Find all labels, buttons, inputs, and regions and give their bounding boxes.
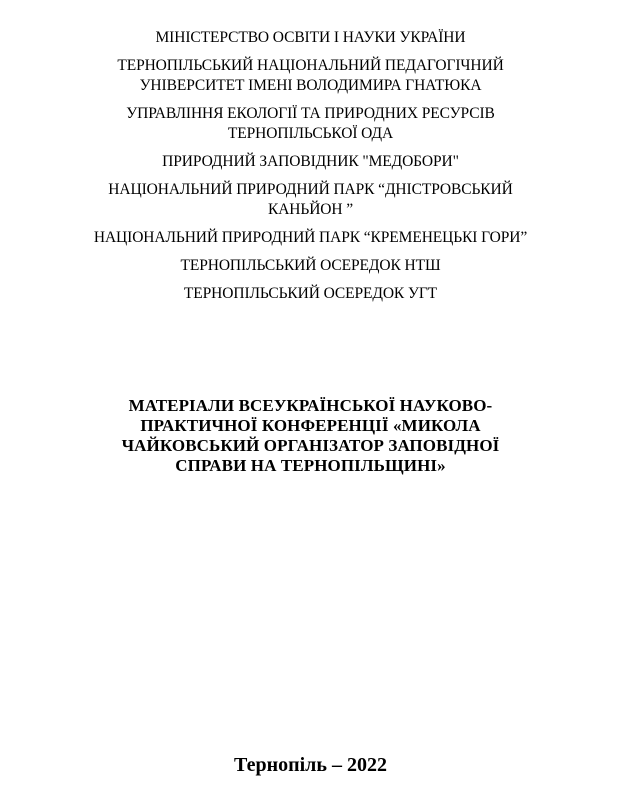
place-and-year: Тернопіль – 2022 <box>234 754 387 776</box>
document-title <box>60 396 561 476</box>
organizations-list <box>30 28 591 312</box>
organization-line: ТЕРНОПІЛЬСЬКИЙ ОСЕРЕДОК НТШ <box>180 257 441 274</box>
organization-ugt-branch <box>30 284 591 304</box>
organization-line: ТЕРНОПІЛЬСЬКИЙ НАЦІОНАЛЬНИЙ ПЕДАГОГІЧНИЙ <box>117 57 504 74</box>
organization-university <box>30 56 591 96</box>
organization-line: ПРИРОДНИЙ ЗАПОВІДНИК "МЕДОБОРИ" <box>162 153 459 170</box>
organization-dniester-canyon-park <box>30 180 591 220</box>
organization-ministry <box>30 28 591 48</box>
organization-ecology-department <box>30 104 591 144</box>
organization-line: ТЕРНОПІЛЬСЬКОЇ ОДА <box>227 125 394 142</box>
title-line: ПРАКТИЧНОЇ КОНФЕРЕНЦІЇ «МИКОЛА <box>140 416 481 435</box>
organization-medobory-reserve <box>30 152 591 172</box>
organization-line: УПРАВЛІННЯ ЕКОЛОГІЇ ТА ПРИРОДНИХ РЕСУРСІВ <box>126 105 495 122</box>
organization-nts-branch <box>30 256 591 276</box>
organization-kremenets-mountains-park <box>30 228 591 248</box>
title-line: ЧАЙКОВСЬКИЙ ОРГАНІЗАТОР ЗАПОВІДНОЇ <box>121 436 500 455</box>
title-line: МАТЕРІАЛИ ВСЕУКРАЇНСЬКОЇ НАУКОВО- <box>128 396 493 415</box>
title-line: СПРАВИ НА ТЕРНОПІЛЬЩИНІ» <box>175 456 446 475</box>
organization-line: НАЦІОНАЛЬНИЙ ПРИРОДНИЙ ПАРК “КРЕМЕНЕЦЬКІ ГОРИ” <box>93 229 528 246</box>
organization-line: КАНЬЙОН ” <box>267 201 354 218</box>
organization-line: НАЦІОНАЛЬНИЙ ПРИРОДНИЙ ПАРК “ДНІСТРОВСЬКИЙ <box>108 181 513 198</box>
organization-line: ТЕРНОПІЛЬСЬКИЙ ОСЕРЕДОК УГТ <box>183 285 438 302</box>
organization-line: УНІВЕРСИТЕТ ІМЕНІ ВОЛОДИМИРА ГНАТЮКА <box>139 77 482 94</box>
organization-line: МІНІСТЕРСТВО ОСВІТИ І НАУКИ УКРАЇНИ <box>155 29 466 46</box>
